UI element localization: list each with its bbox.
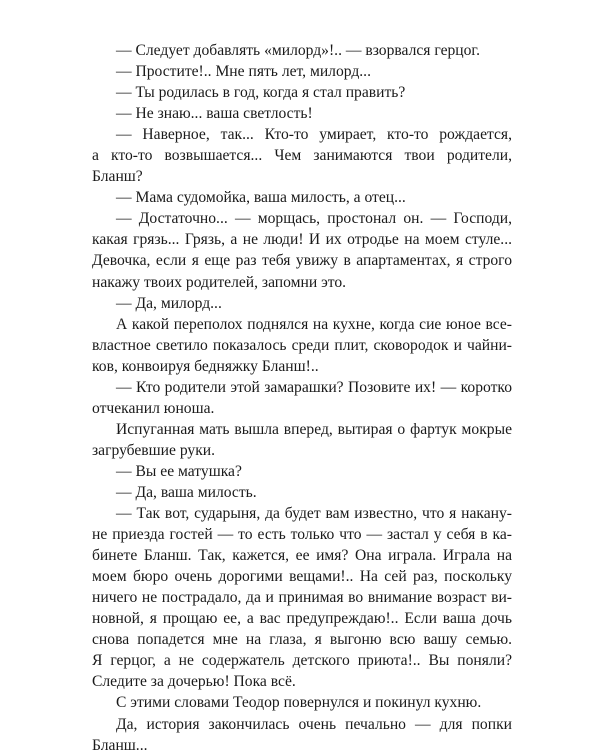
paragraph: [92, 40, 512, 61]
text-line: ничего не пострадало, да и принимая во внимание возраст ви-: [92, 589, 512, 607]
paragraph: [92, 714, 512, 756]
paragraph: [92, 419, 512, 461]
text-line: Следите за дочерью! Пока всё.: [92, 673, 296, 691]
text-line: новной, я прощаю ее, а вас предупреждаю!.. Если ваша дочь: [92, 610, 512, 628]
text-line: — Так вот, сударыня, да будет вам известно, что я накану-: [116, 505, 512, 523]
text-line: Я герцог, а не содержатель детского приюта!.. Вы поняли?: [92, 652, 512, 670]
paragraph: [92, 124, 512, 187]
text-line: накажу твоих родителей, запомни это.: [92, 273, 347, 291]
text-line: моем бюро очень дорогими вещами!.. На сей раз, поскольку: [92, 568, 512, 586]
page-text: [92, 40, 512, 756]
text-line: Девочка, если я еще раз тебя увижу в апартаментах, я строго: [92, 252, 512, 270]
text-line: не приезда гостей — то есть только что — застал у себя в ка-: [92, 526, 512, 544]
paragraph: [92, 377, 512, 419]
text-line: Да, история закончилась очень печально — для попки: [116, 715, 512, 733]
text-line: какая грязь... Грязь, а не люди! И их отродье на моем стуле...: [92, 231, 512, 249]
text-line: А какой переполох поднялся на кухне, когда сие юное все-: [116, 315, 512, 333]
text-line: а кто-то возвышается... Чем занимаются твои родители,: [92, 147, 512, 165]
paragraph: [92, 187, 512, 208]
text-line: — Да, милорд...: [116, 294, 222, 312]
text-line: властное светило показалось среди плит, сковородок и чайни-: [92, 336, 512, 354]
text-line: — Кто родители этой замарашки? Позовите их! — коротко: [116, 378, 512, 396]
text-line: — Мама судомойка, ваша милость, а отец...: [116, 189, 406, 207]
text-line: загрубевшие руки.: [92, 441, 216, 459]
text-line: — Наверное, так... Кто-то умирает, кто-то рождается,: [116, 126, 512, 144]
paragraph: [92, 208, 512, 292]
paragraph: [92, 461, 512, 482]
text-line: Испуганная мать вышла вперед, вытирая о фартук мокрые: [116, 420, 512, 438]
text-line: — Простите!.. Мне пять лет, милорд...: [116, 63, 371, 81]
text-line: — Не знаю... ваша светлость!: [116, 105, 313, 123]
paragraph: [92, 82, 512, 103]
text-line: Бланш...: [92, 736, 148, 754]
paragraph: [92, 314, 512, 377]
text-line: ков, конвоируя бедняжку Бланш!..: [92, 357, 319, 375]
text-line: — Вы ее матушка?: [116, 462, 242, 480]
paragraph: [92, 103, 512, 124]
paragraph: [92, 482, 512, 503]
paragraph: [92, 692, 512, 713]
text-line: — Следует добавлять «милорд»!.. — взорвался герцог.: [116, 42, 480, 59]
paragraph: [92, 61, 512, 82]
text-line: — Ты родилась в год, когда я стал править?: [116, 84, 406, 102]
paragraph: [92, 503, 512, 692]
text-line: снова попадется мне на глаза, я выгоню всю вашу семью.: [92, 631, 512, 649]
text-line: С этими словами Теодор повернулся и покинул кухню.: [116, 694, 482, 712]
text-line: Бланш?: [92, 168, 143, 186]
text-line: — Да, ваша милость.: [116, 483, 257, 501]
paragraph: [92, 293, 512, 314]
text-line: — Достаточно... — морщась, простонал он. — Господи,: [116, 210, 512, 228]
text-line: бинете Бланш. Так, кажется, ее имя? Она играла. Играла на: [92, 547, 512, 565]
text-line: отчеканил юноша.: [92, 399, 215, 417]
